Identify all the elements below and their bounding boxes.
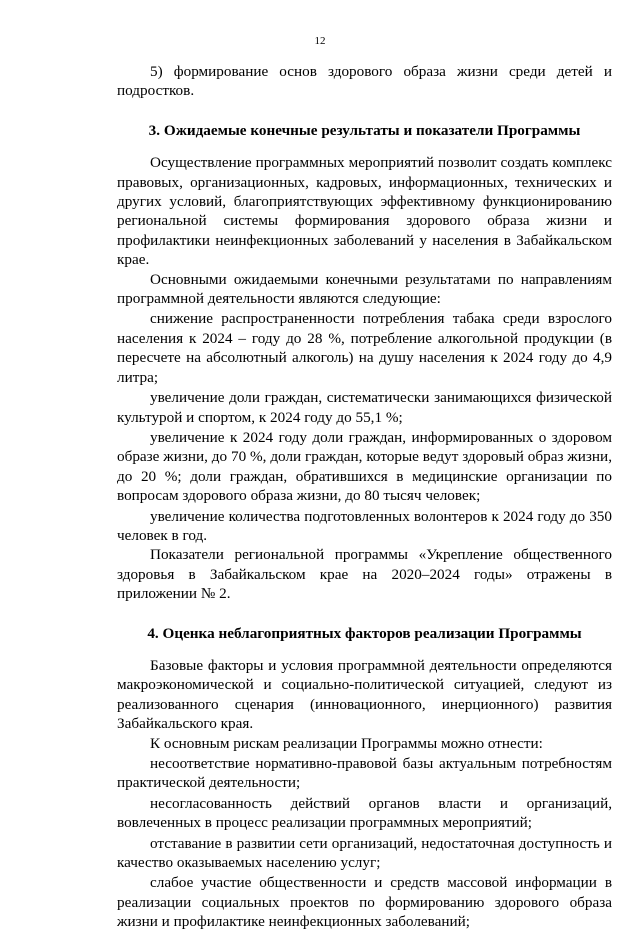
list-item: слабое участие общественности и средств массовой информации в реализации социальных проектов по формированию здорового образа жизни и профилактике неинфекционных заболеваний; bbox=[117, 874, 612, 931]
intro-paragraph: 5) формирование основ здорового образа жизни среди детей и подростков. bbox=[117, 63, 612, 100]
list-item: увеличение к 2024 году доли граждан, информированных о здоровом образе жизни, до 70 %, доли граждан, которые ведут здоровый образ жизни, до 20 %; доли граждан, обратившихся в медицинские организации по вопросам здорового образа жизни, до 80 тысяч человек; bbox=[117, 428, 612, 505]
list-item: снижение распространенности потребления табака среди взрослого населения к 2024 – году до 28 %, потребление алкогольной продукции (в пересчете на абсолютный алкоголь) на душу населения к 2024 году до 4,9 литра; bbox=[117, 310, 612, 386]
section-4-heading: 4. Оценка неблагоприятных факторов реализации Программы bbox=[147, 624, 582, 642]
list-item: увеличение количества подготовленных волонтеров к 2024 году до 350 человек в год. bbox=[117, 507, 612, 544]
list-item: несоответствие нормативно-правовой базы актуальным потребностям практической деятельности; bbox=[117, 755, 612, 792]
list-item: увеличение доли граждан, систематически занимающихся физической культурой и спортом, к 2024 году до 55,1 %; bbox=[117, 389, 612, 426]
list-item: несогласованность действий органов власти и организаций, вовлеченных в процесс реализации программных мероприятий; bbox=[117, 794, 612, 832]
page-body bbox=[117, 62, 612, 932]
section-3-paragraph: Показатели региональной программы «Укрепление общественного здоровья в Забайкальском крае на 2020–2024 годы» отражены в приложении № 2. bbox=[117, 546, 612, 603]
section-4-paragraph: К основным рискам реализации Программы можно отнести: bbox=[150, 734, 543, 752]
section-3-paragraph: Осуществление программных мероприятий позволит создать комплекс правовых, организационных, кадровых, информационных, технических и других условий, благоприятствующих эффективному функционированию региональной системы формирования здорового образа жизни и профилактики неинфекционных заболеваний у населения в Забайкальском крае. bbox=[117, 154, 612, 269]
section-3-paragraph: Основными ожидаемыми конечными результатами по направлениям программной деятельности являются следующие: bbox=[117, 270, 612, 308]
section-4-paragraph: Базовые факторы и условия программной деятельности определяются макроэкономической и социально-политической ситуацией, следуют из реализованного сценария (инновационного, инерционного) развития Забайкальского края. bbox=[117, 656, 612, 733]
list-item: отставание в развитии сети организаций, недостаточная доступность и качество оказываемых населению услуг; bbox=[117, 834, 612, 872]
page-number: 12 bbox=[314, 35, 326, 47]
section-3-heading: 3. Ожидаемые конечные результаты и показатели Программы bbox=[148, 121, 581, 139]
